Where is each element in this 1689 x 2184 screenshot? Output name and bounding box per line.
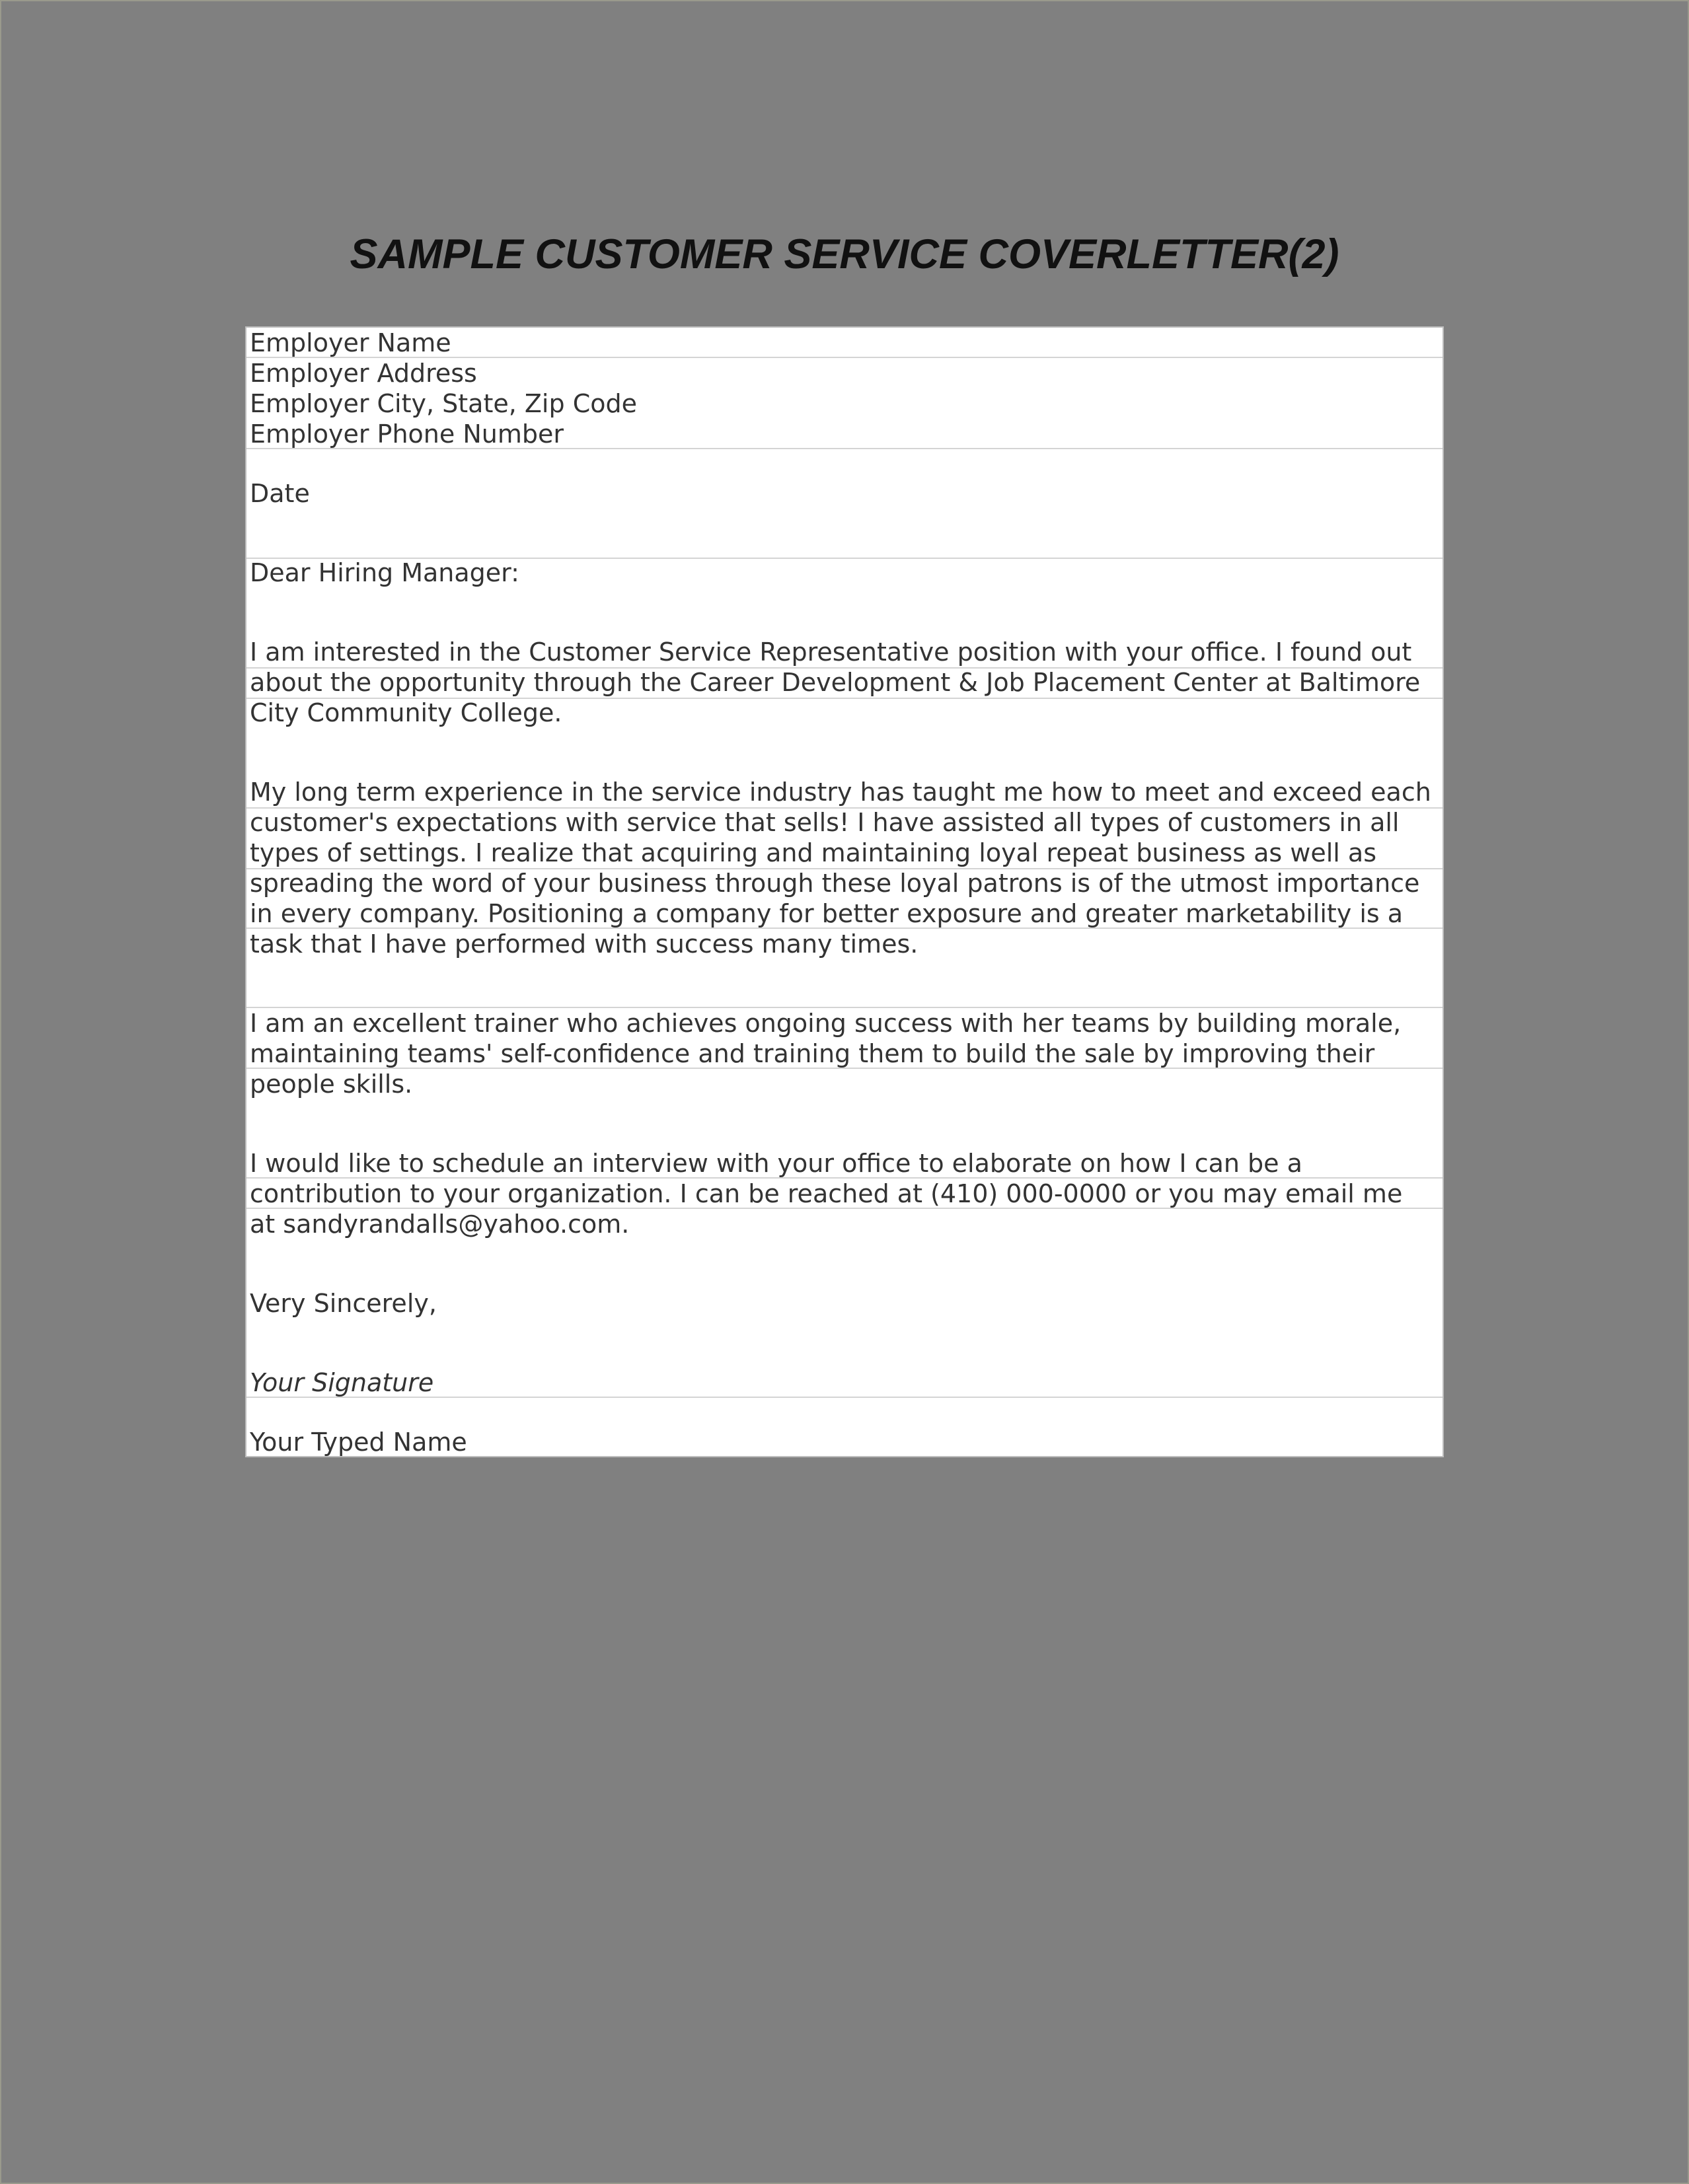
typed-name: Your Typed Name [250,1428,467,1457]
paragraph-4-line: at sandyrandalls@yahoo.com. [250,1210,630,1239]
paragraph-3-line: people skills. [250,1070,413,1099]
paragraph-1-line: City Community College. [250,698,562,727]
paragraph-2-line: types of settings. I realize that acquiring and maintaining loyal repeat business as well as [250,838,1377,867]
paragraph-4-line: contribution to your organization. I can be reached at (410) 000-0000 or you may email me [250,1179,1403,1208]
paragraph-4-line: I would like to schedule an interview with your office to elaborate on how I can be a [250,1149,1302,1178]
salutation: Dear Hiring Manager: [250,558,519,587]
paragraph-1-line: I am interested in the Customer Service Representative position with your office. I found out [250,637,1412,667]
employer-phone: Employer Phone Number [250,419,564,449]
paragraph-2-line: in every company. Positioning a company for better exposure and greater marketability is a [250,899,1404,928]
letter-date: Date [250,479,310,508]
paragraph-2-line: customer's expectations with service that sells! I have assisted all types of customers in all [250,808,1400,837]
document-title: SAMPLE CUSTOMER SERVICE COVERLETTER(2) [350,231,1339,277]
signature: Your Signature [250,1368,434,1397]
paragraph-2-line: task that I have performed with success many times. [250,929,919,959]
employer-address: Employer Address [250,359,477,388]
paragraph-2-line: spreading the word of your business through these loyal patrons is of the utmost importance [250,869,1420,898]
employer-city: Employer City, State, Zip Code [250,389,637,418]
paragraph-2-line: My long term experience in the service industry has taught me how to meet and exceed each [250,778,1431,807]
paragraph-3-line: I am an excellent trainer who achieves ongoing success with her teams by building morale, [250,1009,1402,1038]
letter-sheet [245,326,1444,1457]
employer-name: Employer Name [250,328,451,357]
paragraph-3-line: maintaining teams' self-confidence and training them to build the sale by improving their [250,1039,1375,1068]
closing: Very Sincerely, [250,1289,437,1318]
paragraph-1-line: about the opportunity through the Career Development & Job Placement Center at Baltimore [250,668,1421,697]
